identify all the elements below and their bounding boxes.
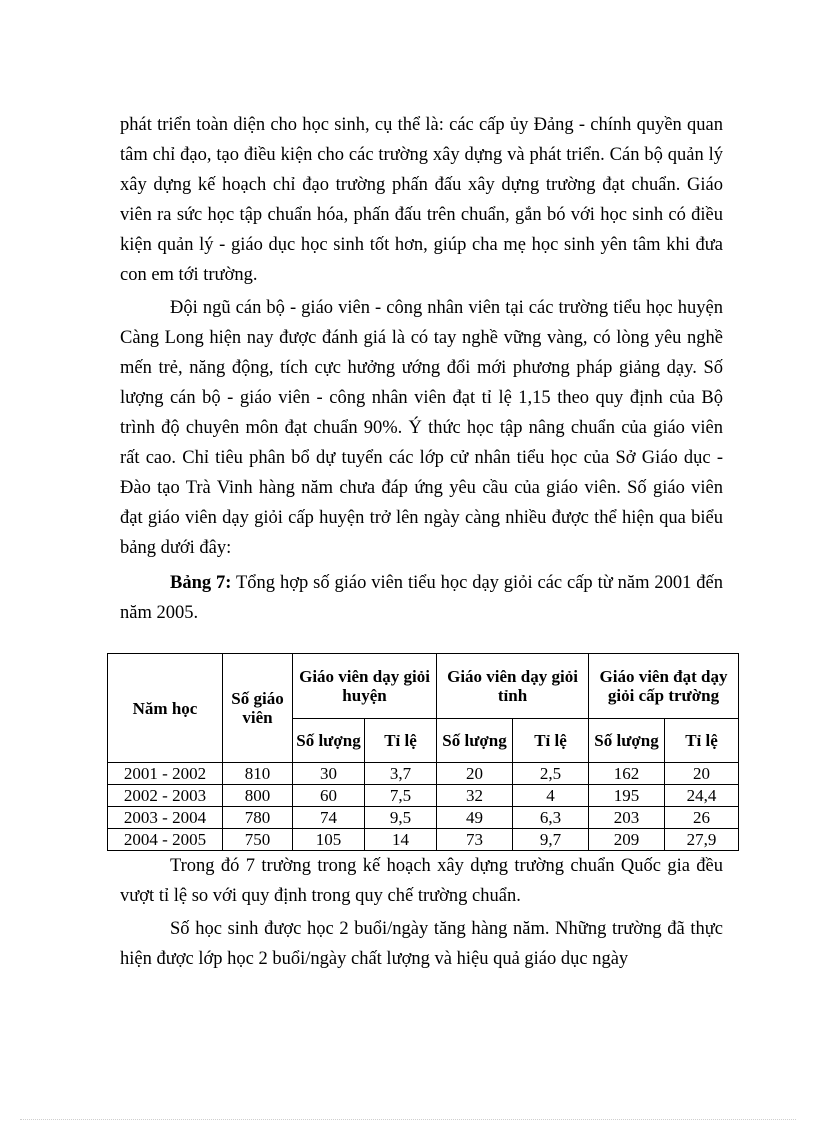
header-count: Số lượng: [293, 719, 365, 763]
cell-district-count: 105: [293, 829, 365, 851]
table-row: [108, 785, 739, 807]
cell-province-rate: 6,3: [513, 807, 589, 829]
cell-year: 2004 - 2005: [108, 829, 223, 851]
caption-text: Tổng hợp số giáo viên tiểu học dạy giỏi các cấp từ năm 2001 đến năm 2005.: [120, 573, 723, 623]
cell-province-count: 32: [437, 785, 513, 807]
table-row: [108, 807, 739, 829]
cell-school-rate: 26: [665, 807, 739, 829]
cell-school-count: 203: [589, 807, 665, 829]
cell-school-count: 162: [589, 763, 665, 785]
header-rate: Tỉ lệ: [665, 719, 739, 763]
cell-district-rate: 14: [365, 829, 437, 851]
caption-label: Bảng 7:: [170, 573, 232, 593]
header-rate: Tỉ lệ: [513, 719, 589, 763]
paragraph-after-table: Trong đó 7 trường trong kế hoạch xây dựng trường chuẩn Quốc gia đều vượt tỉ lệ so với quy định trong quy chế trường chuẩn.: [120, 856, 723, 906]
cell-teachers: 750: [223, 829, 293, 851]
paragraph-3: Số học sinh được học 2 buổi/ngày tăng hàng năm. Những trường đã thực hiện được lớp học 2 buổi/ngày chất lượng và hiệu quả giáo dục ngày: [120, 919, 723, 969]
cell-district-count: 30: [293, 763, 365, 785]
cell-province-rate: 2,5: [513, 763, 589, 785]
cell-district-rate: 7,5: [365, 785, 437, 807]
table-row: [108, 763, 739, 785]
header-rate: Tỉ lệ: [365, 719, 437, 763]
cell-province-count: 49: [437, 807, 513, 829]
cell-teachers: 800: [223, 785, 293, 807]
cell-district-rate: 3,7: [365, 763, 437, 785]
header-teachers: Số giáo viên: [223, 654, 293, 763]
header-district: Giáo viên dạy giỏi huyện: [293, 654, 437, 719]
header-count: Số lượng: [589, 719, 665, 763]
cell-province-rate: 9,7: [513, 829, 589, 851]
table-caption: [120, 568, 723, 628]
cell-district-rate: 9,5: [365, 807, 437, 829]
teacher-awards-table: [107, 653, 739, 851]
cell-school-rate: 20: [665, 763, 739, 785]
cell-teachers: 810: [223, 763, 293, 785]
header-count: Số lượng: [437, 719, 513, 763]
table-row: [108, 829, 739, 851]
header-year: Năm học: [108, 654, 223, 763]
paragraph-2: Đội ngũ cán bộ - giáo viên - công nhân viên tại các trường tiểu học huyện Càng Long hiện nay được đánh giá là có tay nghề vững vàng, có lòng yêu nghề mến trẻ, năng động, tích cực hưởng ướng đổi mới phương pháp giảng dạy. Số lượng cán bộ - giáo viên - công nhân viên đạt tỉ lệ 1,15 theo quy định của Bộ trình độ chuyên môn đạt chuẩn 90%. Ý thức học tập nâng chuẩn của giáo viên rất cao. Chỉ tiêu phân bổ dự tuyển các lớp cử nhân tiểu học của Sở Giáo dục - Đào tạo Trà Vinh hàng năm chưa đáp ứng yêu cầu của giáo viên. Số giáo viên đạt giáo viên dạy giỏi cấp huyện trở lên ngày càng nhiều được thể hiện qua biểu bảng dưới đây:: [120, 298, 723, 558]
cell-school-count: 195: [589, 785, 665, 807]
cell-year: 2001 - 2002: [108, 763, 223, 785]
cell-district-count: 74: [293, 807, 365, 829]
cell-province-count: 20: [437, 763, 513, 785]
cell-year: 2003 - 2004: [108, 807, 223, 829]
cell-district-count: 60: [293, 785, 365, 807]
page-bottom-divider: [20, 1119, 796, 1120]
cell-school-rate: 27,9: [665, 829, 739, 851]
cell-teachers: 780: [223, 807, 293, 829]
cell-year: 2002 - 2003: [108, 785, 223, 807]
cell-school-rate: 24,4: [665, 785, 739, 807]
cell-province-count: 73: [437, 829, 513, 851]
cell-school-count: 209: [589, 829, 665, 851]
header-province: Giáo viên dạy giỏi tỉnh: [437, 654, 589, 719]
paragraph-1: phát triển toàn diện cho học sinh, cụ thể là: các cấp ủy Đảng - chính quyền quan tâm chỉ đạo, tạo điều kiện cho các trường xây dựng và phát triển. Cán bộ quản lý xây dựng kế hoạch chỉ đạo trường phấn đấu xây dựng trường đạt chuẩn. Giáo viên ra sức học tập chuẩn hóa, phấn đấu trên chuẩn, gắn bó với học sinh có điều kiện quản lý - giáo dục học sinh tốt hơn, giúp cha mẹ học sinh yên tâm khi đưa con em tới trường.: [120, 115, 723, 285]
header-school: Giáo viên đạt dạy giỏi cấp trường: [589, 654, 739, 719]
cell-province-rate: 4: [513, 785, 589, 807]
